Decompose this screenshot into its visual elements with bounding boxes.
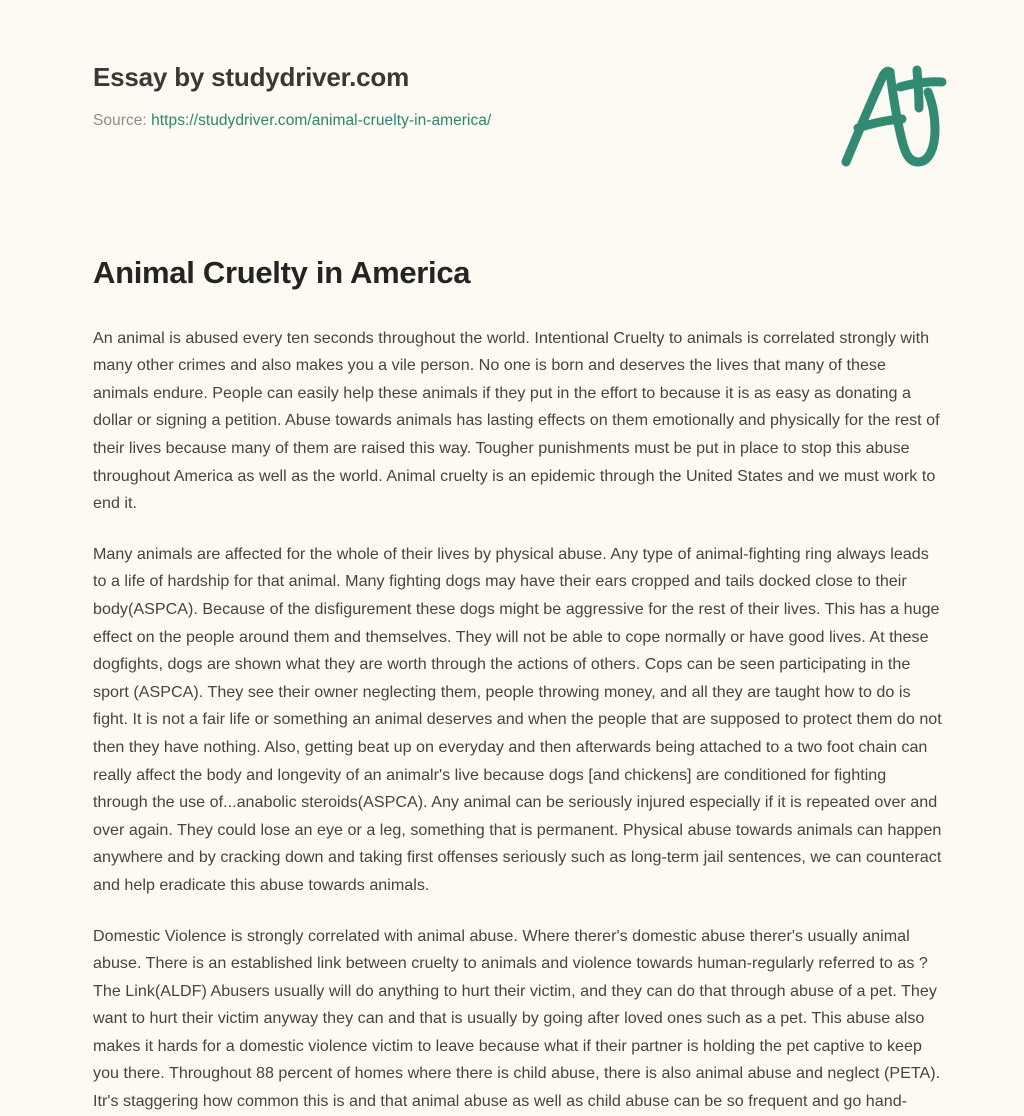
page-header [0, 0, 1024, 195]
source-label: Source: [93, 112, 147, 130]
essay-byline: Essay by studydriver.com [93, 62, 410, 92]
a-plus-logo [832, 58, 952, 176]
source-line [93, 111, 946, 131]
essay-body [0, 291, 1024, 1116]
paragraph: An animal is abused every ten seconds throughout the world. Intentional Cruelty to animals is correlated strongly with many other crimes and also makes you a vile person. No one is born and deserves the lives that many of these animals endure. People can easily help these animals if they put in the effort to because it is as easy as donating a dollar or signing a petition. Abuse towards animals has lasting effects on them emotionally and physically for the rest of their lives because many of them are raised this way. Tougher punishments must be put in place to stop this abuse throughout America as well as the world. Animal cruelty is an epidemic through the United States and we must work to end it. [93, 328, 940, 513]
page-title: Animal Cruelty in America [93, 255, 471, 290]
paragraph: Domestic Violence is strongly correlated with animal abuse. Where therer's domestic abuse therer's usually animal abuse. There is an established link between cruelty to animals and violence towards human-regularly referred to as ?The Link(ALDF) Abusers usually will do anything to hurt their victim, and they can do that through abuse of a pet. They want to hurt their victim anyway they can and that is usually by going after loved ones such as a pet. This abuse also makes it hards for a domestic violence victim to leave because what if their partner is holding the pet captive to keep you there. Throughout 88 percent of homes where there is child abuse, there is also animal abuse and neglect (PETA). Itr's staggering how common this is and that animal abuse as well as child abuse can be so frequent and go hand- [93, 926, 941, 1111]
paragraph: Many animals are affected for the whole of their lives by physical abuse. Any type of animal-fighting ring always leads to a life of hardship for that animal. Many fighting dogs may have their ears cropped and tails docked close to their body(ASPCA). Because of the disfigurement these dogs might be aggressive for the rest of their lives. This has a huge effect on the people around them and themselves. They will not be able to cope normally or have good lives. At these dogfights, dogs are shown what they are worth through the actions of others. Cops can be seen participating in the sport (ASPCA). They see their owner neglecting them, people throwing money, and all they are taught how to do is fight. It is not a fair life or something an animal deserves and when the people that are supposed to protect them do not then they have nothing. Also, getting beat up on everyday and then afterwards being attached to a two foot chain can really affect the body and longevity of an animalr's live because dogs [and chickens] are conditioned for fighting through the use of...anabolic steroids(ASPCA). Any animal can be seriously injured especially if it is repeated over and over again. They could lose an eye or a leg, something that is permanent. Physical abuse towards animals can happen anywhere and by cracking down and taking first offenses seriously such as long-term jail sentences, we can counteract and help eradicate this abuse towards animals. [93, 544, 942, 894]
source-url-link[interactable]: https://studydriver.com/animal-cruelty-in-america/ [151, 112, 492, 130]
